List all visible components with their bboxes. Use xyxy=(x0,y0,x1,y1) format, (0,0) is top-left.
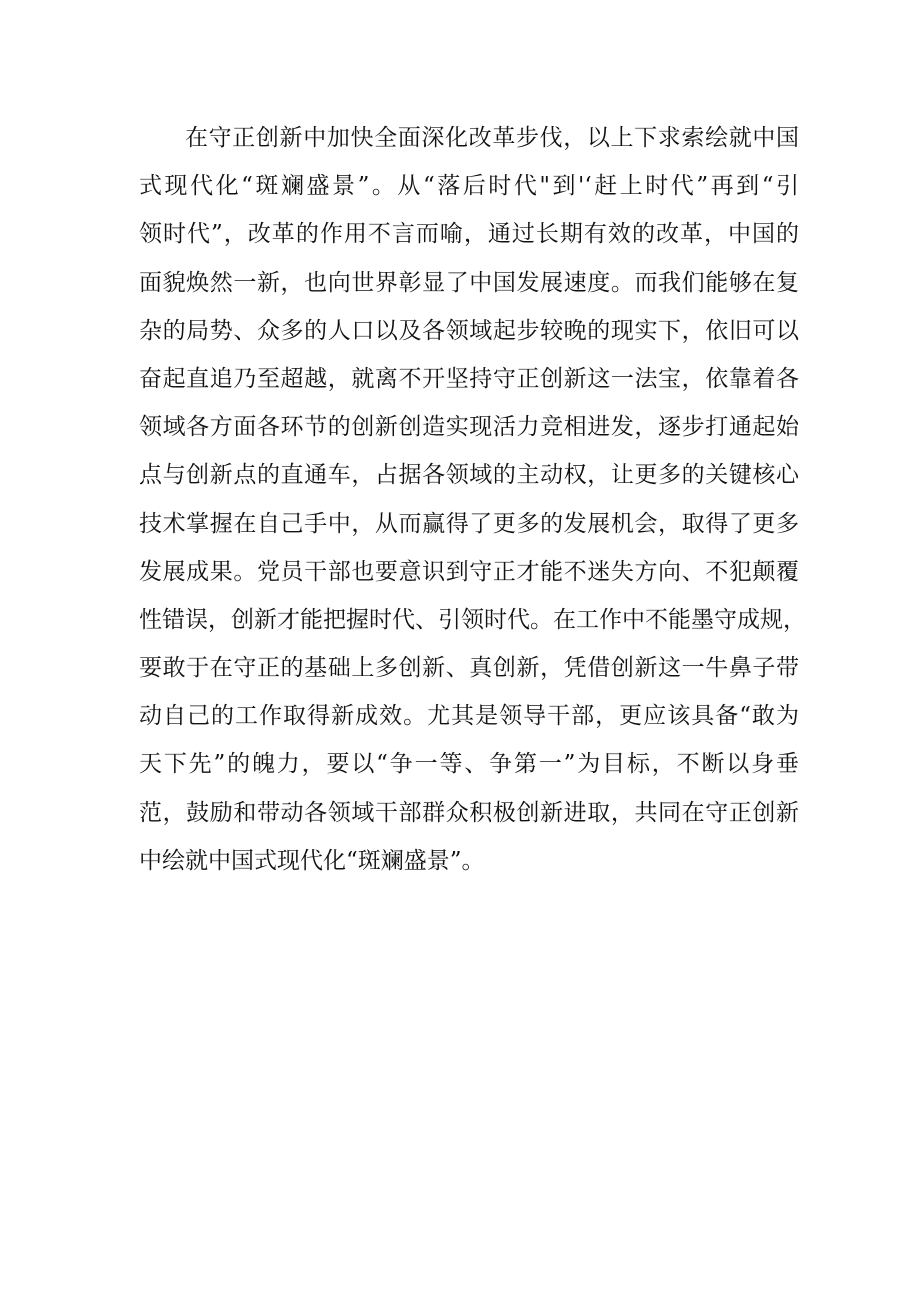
paragraph-line-6: 奋起直追乃至超越，就离不开坚持守正创新这一法宝，依靠着各 xyxy=(139,365,799,392)
paragraph-line-12: 要敢于在守正的基础上多创新、真创新，凭借创新这一牛鼻子带 xyxy=(139,655,799,682)
paragraph-line-5: 杂的局势、众多的人口以及各领域起步较晚的现实下，依旧可以 xyxy=(139,317,799,344)
paragraph-line-9: 技术掌握在自己手中，从而赢得了更多的发展机会，取得了更多 xyxy=(139,510,799,537)
paragraph-line-13: 动自己的工作取得新成效。尤其是领导干部，更应该具备“敢为 xyxy=(139,703,799,730)
paragraph-line-10: 发展成果。党员干部也要意识到守正才能不迷失方向、不犯颠覆 xyxy=(139,558,799,585)
body-paragraph xyxy=(139,114,806,885)
paragraph-line-11: 性错误，创新才能把握时代、引领时代。在工作中不能墨守成规， xyxy=(139,606,806,633)
paragraph-line-14: 天下先”的魄力，要以“争一等、争第一”为目标，不断以身垂 xyxy=(139,751,799,778)
paragraph-line-4: 面貌焕然一新，也向世界彰显了中国发展速度。而我们能够在复 xyxy=(139,269,799,296)
paragraph-line-3: 领时代”，改革的作用不言而喻，通过长期有效的改革，中国的 xyxy=(139,221,799,248)
paragraph-line-8: 点与创新点的直通车，占据各领域的主动权，让更多的关键核心 xyxy=(139,462,799,489)
paragraph-line-7: 领域各方面各环节的创新创造实现活力竞相进发，逐步打通起始 xyxy=(139,414,799,441)
paragraph-line-1: 在守正创新中加快全面深化改革步伐，以上下求索绘就中国 xyxy=(185,125,799,151)
paragraph-line-15: 范，鼓励和带动各领域干部群众积极创新进取，共同在守正创新 xyxy=(139,799,799,826)
paragraph-line-2: 式现代化“斑斓盛景”。从“落后时代"到'‘赶上时代”再到“引 xyxy=(139,173,799,200)
paragraph-line-16: 中绘就中国式现代化“斑斓盛景”。 xyxy=(139,847,485,874)
